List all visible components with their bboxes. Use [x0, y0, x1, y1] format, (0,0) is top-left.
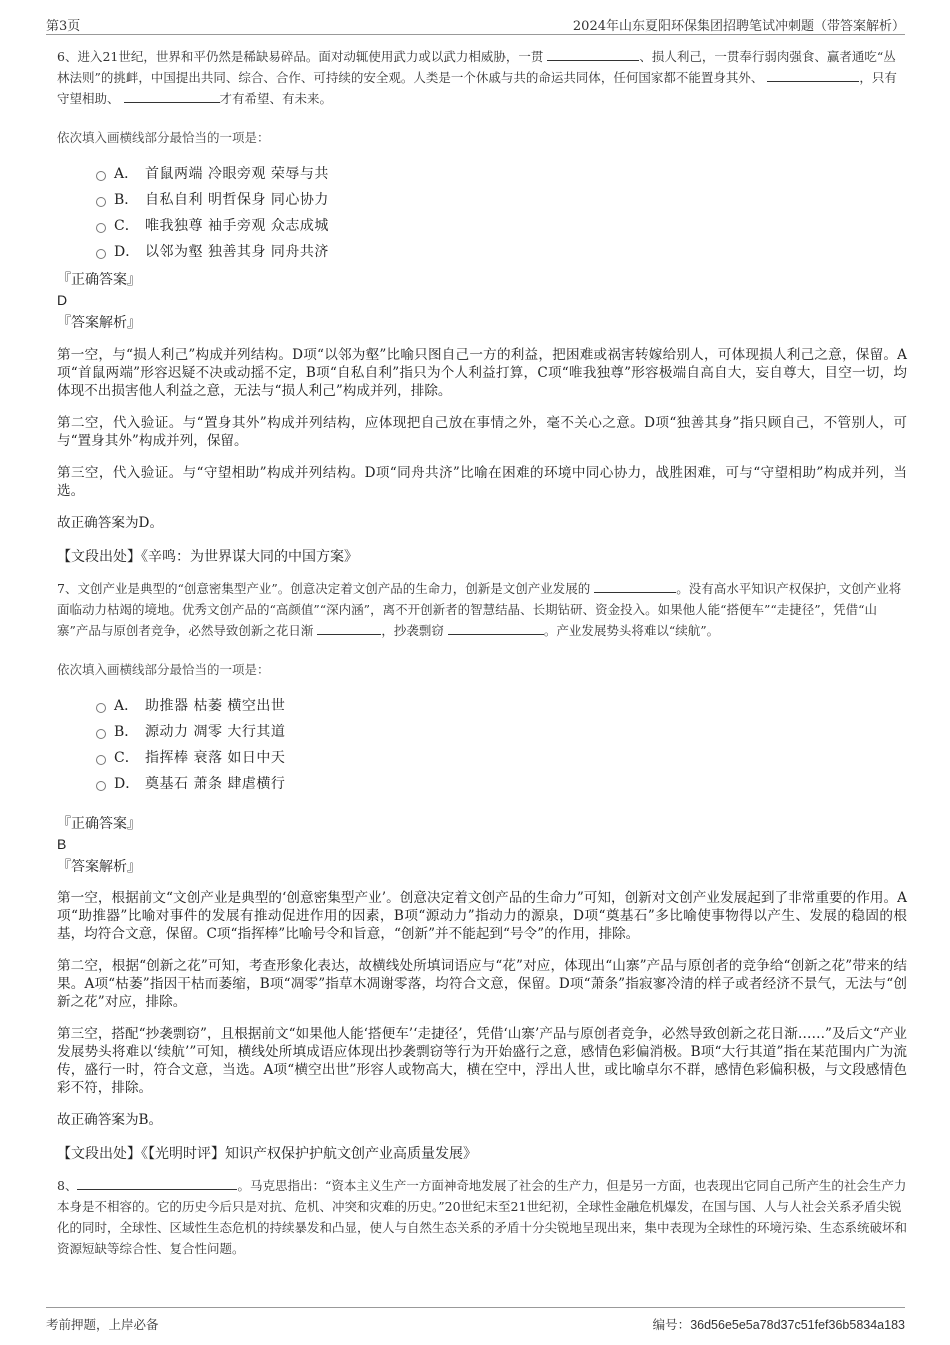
radio-icon[interactable] — [96, 703, 106, 713]
footer-slogan: 考前押题，上岸必备 — [46, 1317, 159, 1332]
answer-label: 『正确答案』 — [57, 816, 141, 832]
option-c[interactable] — [57, 214, 907, 240]
question-6-stem — [57, 46, 907, 109]
answer-value: B — [57, 836, 67, 852]
q6-blank-3 — [124, 88, 220, 103]
analysis-paragraph: 第二空，根据“创新之花”可知，考查形象化表达，故横线处所填词语应与“花”对应，体现出“山寨”产品与原创者的竞争给“创新之花”带来的结果。A项“枯萎”指因干枯而萎缩，B项“凋零”指草木凋谢零落，均符合文意，保留。D项“萧条”指寂寥冷清的样子或者经济不景气，无法与“创新之花”对应，排除。 — [57, 958, 907, 1010]
question-7-prompt: 依次填入画横线部分最恰当的一项是： — [57, 662, 270, 677]
analysis-paragraph: 第一空，根据前文“文创产业是典型的‘创意密集型产业’。创意决定着文创产品的生命力”可知，创新对文创产业发展起到了非常重要的作用。A项“助推器”比喻对事件的发展有推动促进作用的因素，B项“源动力”指动力的源泉，D项“奠基石”多比喻使事物得以产生、发展的稳固的根基，均符合文意，保留。C项“指挥棒”比喻号令和旨意，“创新”并不能起到“号令”的作用，排除。 — [57, 890, 907, 942]
radio-icon[interactable] — [96, 223, 106, 233]
q6-text-3: ，只有守望相助、 — [57, 70, 897, 106]
analysis-paragraph: 第一空，与“损人利己”构成并列结构。D项“以邻为壑”比喻只图自己一方的利益，把困难或祸害转嫁给别人，可体现损人利己之意，保留。A项“首鼠两端”形容迟疑不决或动摇不定，B项“自私自利”指只为个人利益打算，C项“唯我独尊”形容极端自高自大，妄自尊大，目空一切，均体现不出损害他人利益之意，无法与“损人利己”构成并列，排除。 — [57, 347, 907, 399]
question-6-prompt: 依次填入画横线部分最恰当的一项是： — [57, 130, 270, 145]
q6-text-4: 才有希望、有未来。 — [219, 91, 333, 106]
q7-text-1: 7、文创产业是典型的“创意密集型产业”。创意决定着文创产品的生命力，创新是文创产业发展的 — [57, 581, 591, 596]
analysis-paragraph: 第三空，代入验证。与“守望相助”构成并列结构。D项“同舟共济”比喻在困难的环境中同心协力，战胜困难，可与“守望相助”构成并列，当选。 — [57, 465, 907, 499]
option-letter: A． — [114, 698, 139, 714]
main-content — [57, 40, 907, 1259]
analysis-conclusion: 故正确答案为D。 — [57, 515, 164, 531]
option-text: 自私自利 明哲保身 同心协力 — [145, 192, 329, 208]
q8-text-2: 。马克思指出：“资本主义生产一方面神奇地发展了社会的生产力，但是另一方面，也表现出它同自己所产生的社会生产力本身是不相容的。它的历史今后只是对抗、危机、冲突和灾难的历史。”20世纪末至21世纪初，全球性金融危机爆发，在国与国、人与人社会关系矛盾尖锐化的同时，全球性、区域性生态危机的持续暴发和凸显，使人与自然生态关系的矛盾十分尖锐地呈现出来，集中表现为全球性的环境污染、生态系统破坏和资源短缺等综合性、复合性问题。 — [57, 1178, 908, 1256]
option-text: 助推器 枯萎 横空出世 — [145, 698, 286, 714]
option-letter: C． — [114, 218, 139, 234]
option-letter: D． — [114, 776, 140, 792]
analysis-conclusion: 故正确答案为B。 — [57, 1112, 163, 1128]
question-8-stem — [57, 1175, 907, 1259]
q7-blank-1 — [594, 578, 676, 593]
option-text: 奠基石 萧条 肆虐横行 — [145, 776, 286, 792]
option-b[interactable] — [57, 720, 907, 746]
q6-text-2: 、损人利己，一贯奉行弱肉强食、赢者通吃“丛林法则”的挑衅，中国提出共同、综合、合作、可持续的安全观。人类是一个休戚与共的命运共同体，任何国家都不能置身其外、 — [57, 49, 896, 85]
question-7-options — [57, 694, 907, 798]
analysis-label: 『答案解析』 — [57, 315, 141, 331]
q7-text-3: ，抄袭剽窃 — [381, 623, 444, 638]
q7-text-2: 。没有高水平知识产权保护，文创产业将面临动力枯竭的境地。优秀文创产品的“高颜值”“深内涵”，离不开创新者的智慧结晶、长期钻研、资金投入。如果他人能“搭便车”“走捷径”，凭借“山寨”产品与原创者竞争，必然导致创新之花日渐 — [57, 581, 902, 638]
option-letter: B． — [114, 724, 139, 740]
page-number: 第3页 — [46, 19, 81, 34]
radio-icon[interactable] — [96, 249, 106, 259]
radio-icon[interactable] — [96, 729, 106, 739]
radio-icon[interactable] — [96, 755, 106, 765]
option-b[interactable] — [57, 188, 907, 214]
radio-icon[interactable] — [96, 171, 106, 181]
option-text: 唯我独尊 袖手旁观 众志成城 — [145, 218, 329, 234]
source-citation: 【文段出处】《辛鸣：为世界谋大同的中国方案》 — [57, 549, 358, 565]
radio-icon[interactable] — [96, 197, 106, 207]
option-text: 首鼠两端 冷眼旁观 荣辱与共 — [145, 166, 329, 182]
analysis-paragraph: 第三空，搭配“抄袭剽窃”，且根据前文“如果他人能‘搭便车’‘走捷径’，凭借‘山寨’产品与原创者竞争，必然导致创新之花日渐……”及后文“产业发展势头将难以‘续航’”可知，横线处所填成语应体现出抄袭剽窃等行为开始盛行之意，感情色彩偏消极。B项“大行其道”指在某范围内广为流传，盛行一时，符合文意，当选。A项“横空出世”形容人或物高大，横在空中，浮出人世，或比喻卓尔不群，感情色彩偏积极，与文段感情色彩不符，排除。 — [57, 1026, 907, 1096]
option-letter: D． — [114, 244, 140, 260]
q7-text-4: 。产业发展势头将难以“续航”。 — [543, 623, 720, 638]
option-text: 以邻为壑 独善其身 同舟共济 — [145, 244, 329, 260]
code-value: 36d56e5e5a78d37c51fef36b5834a183 — [690, 1318, 905, 1332]
code-label: 编号： — [652, 1317, 691, 1332]
analysis-paragraph: 第二空，代入验证。与“置身其外”构成并列结构，应体现把自己放在事情之外，毫不关心之意。D项“独善其身”指只顾自己，不管别人，可与“置身其外”构成并列，保留。 — [57, 415, 907, 449]
analysis-label: 『答案解析』 — [57, 859, 141, 875]
option-text: 源动力 凋零 大行其道 — [145, 724, 286, 740]
question-6-options — [57, 162, 907, 266]
option-text: 指挥棒 衰落 如日中天 — [145, 750, 286, 766]
answer-label: 『正确答案』 — [57, 272, 141, 288]
page-footer — [46, 1307, 905, 1338]
q7-blank-3 — [448, 620, 544, 635]
document-title: 2024年山东夏阳环保集团招聘笔试冲刺题（带答案解析） — [572, 19, 905, 34]
question-7 — [57, 578, 907, 1163]
option-a[interactable] — [57, 694, 907, 720]
option-letter: C． — [114, 750, 139, 766]
q6-blank-2 — [767, 67, 859, 82]
document-code — [653, 1315, 905, 1333]
option-a[interactable] — [57, 162, 907, 188]
answer-value: D — [57, 292, 68, 308]
option-letter: B． — [114, 192, 139, 208]
q8-text-1: 8、 — [57, 1178, 78, 1193]
source-citation: 【文段出处】《【光明时评】知识产权保护护航文创产业高质量发展》 — [57, 1146, 477, 1162]
radio-icon[interactable] — [96, 781, 106, 791]
q7-blank-2 — [317, 620, 381, 635]
option-c[interactable] — [57, 746, 907, 772]
q6-blank-1 — [547, 46, 639, 61]
q8-blank-1 — [77, 1175, 237, 1190]
question-8 — [57, 1175, 907, 1259]
option-letter: A． — [114, 166, 139, 182]
question-7-stem — [57, 578, 907, 641]
page-header — [46, 12, 905, 35]
q6-text-1: 6、进入21世纪，世界和平仍然是稀缺易碎品。面对动辄使用武力或以武力相威胁，一贯 — [57, 49, 544, 64]
option-d[interactable] — [57, 240, 907, 266]
option-d[interactable] — [57, 772, 907, 798]
question-6 — [57, 46, 907, 566]
